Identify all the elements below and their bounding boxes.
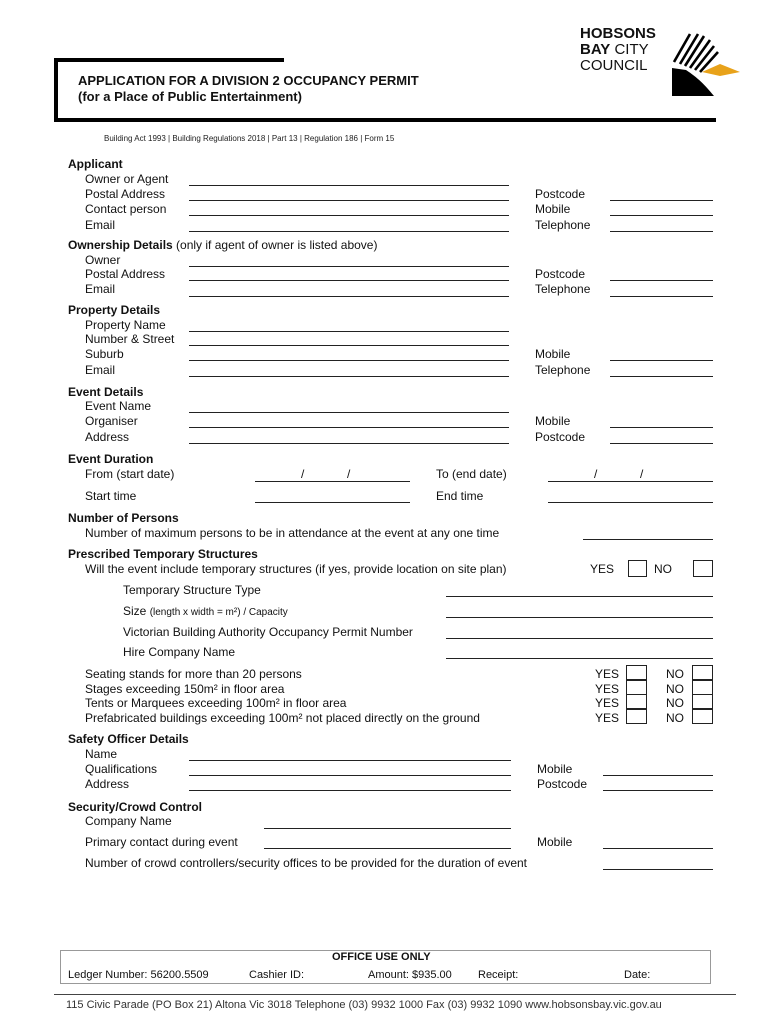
applicant-postal-field[interactable]	[189, 200, 509, 201]
cashier-id: Cashier ID:	[249, 969, 305, 981]
persons-heading: Number of Persons	[68, 511, 179, 525]
structure-type-label: Temporary Structure Type	[123, 583, 261, 597]
form-title: APPLICATION FOR A DIVISION 2 OCCUPANCY PERMIT (for a Place of Public Entertainment)	[78, 73, 419, 104]
footer-rule	[54, 994, 736, 995]
header-rule-left	[54, 58, 58, 122]
safety-qualifications-label: Qualifications	[85, 762, 158, 776]
property-email-label: Email	[85, 363, 116, 377]
property-mobile-field[interactable]	[610, 360, 713, 361]
security-heading: Security/Crowd Control	[68, 800, 203, 814]
ownership-telephone-label: Telephone	[535, 282, 591, 296]
safety-qualifications-field[interactable]	[189, 775, 511, 776]
safety-postcode-field[interactable]	[603, 790, 713, 791]
safety-mobile-label: Mobile	[537, 762, 573, 776]
security-primary-label: Primary contact during event	[85, 835, 238, 849]
event-organiser-label: Organiser	[85, 414, 138, 428]
seating-no-label: NO	[666, 667, 684, 681]
ownership-email-label: Email	[85, 282, 116, 296]
bird-logo-icon	[668, 28, 744, 100]
prefab-no-checkbox[interactable]	[692, 709, 713, 724]
prefab-yes-label: YES	[595, 711, 620, 725]
applicant-contact-label: Contact person	[85, 202, 167, 216]
duration-start-field[interactable]	[255, 502, 410, 503]
applicant-telephone-field[interactable]	[610, 231, 713, 232]
tents-no-checkbox[interactable]	[692, 694, 713, 709]
duration-heading: Event Duration	[68, 452, 154, 466]
security-controllers-label: Number of crowd controllers/security offices to be provided for the duration of event	[85, 856, 528, 870]
seating-yes-checkbox[interactable]	[626, 665, 647, 680]
safety-mobile-field[interactable]	[603, 775, 713, 776]
event-address-field[interactable]	[189, 443, 509, 444]
event-heading: Event Details	[68, 385, 144, 399]
duration-to-slash-2: /	[640, 467, 644, 481]
duration-to-field[interactable]	[548, 481, 713, 482]
property-name-field[interactable]	[189, 331, 509, 332]
applicant-postcode-label: Postcode	[535, 187, 586, 201]
council-logo	[580, 26, 745, 102]
security-mobile-label: Mobile	[537, 835, 573, 849]
property-street-label: Number & Street	[85, 332, 175, 346]
applicant-heading: Applicant	[68, 157, 123, 171]
security-company-label: Company Name	[85, 814, 172, 828]
property-suburb-field[interactable]	[189, 360, 509, 361]
structure-item-prefab: Prefabricated buildings exceeding 100m² not placed directly on the ground	[85, 711, 480, 725]
safety-postcode-label: Postcode	[537, 777, 588, 791]
applicant-postal-label: Postal Address	[85, 187, 166, 201]
duration-from-field[interactable]	[255, 481, 410, 482]
amount: Amount: $935.00	[368, 969, 452, 981]
structure-vba-label: Victorian Building Authority Occupancy Permit Number	[123, 625, 413, 639]
property-heading: Property Details	[68, 303, 161, 317]
applicant-email-field[interactable]	[189, 231, 509, 232]
prefab-yes-checkbox[interactable]	[626, 709, 647, 724]
legislation-reference: Building Act 1993 | Building Regulations 2018 | Part 13 | Regulation 186 | Form 15	[104, 134, 395, 143]
safety-address-label: Address	[85, 777, 130, 791]
office-use-heading: OFFICE USE ONLY	[332, 951, 431, 963]
safety-name-label: Name	[85, 747, 118, 761]
duration-to-label: To (end date)	[436, 467, 507, 481]
applicant-mobile-label: Mobile	[535, 202, 571, 216]
duration-to-slash-1: /	[594, 467, 598, 481]
receipt: Receipt:	[478, 969, 519, 981]
duration-end-label: End time	[436, 489, 484, 503]
property-email-field[interactable]	[189, 376, 509, 377]
duration-from-slash-2: /	[347, 467, 351, 481]
footer-address: 115 Civic Parade (PO Box 21) Altona Vic 3018 Telephone (03) 9932 1000 Fax (03) 9932 1090 www.hobsonsbay.vic.gov.au	[66, 999, 662, 1011]
safety-name-field[interactable]	[189, 760, 511, 761]
stages-no-checkbox[interactable]	[692, 680, 713, 695]
persons-field[interactable]	[583, 539, 713, 540]
event-name-label: Event Name	[85, 399, 152, 413]
stages-yes-checkbox[interactable]	[626, 680, 647, 695]
duration-start-label: Start time	[85, 489, 137, 503]
structures-yes-checkbox[interactable]	[628, 560, 647, 577]
ownership-postcode-label: Postcode	[535, 267, 586, 281]
security-primary-field[interactable]	[264, 848, 511, 849]
event-mobile-label: Mobile	[535, 414, 571, 428]
stages-no-label: NO	[666, 682, 684, 696]
safety-heading: Safety Officer Details	[68, 732, 189, 746]
duration-end-field[interactable]	[548, 502, 713, 503]
structure-item-stages: Stages exceeding 150m² in floor area	[85, 682, 285, 696]
stages-yes-label: YES	[595, 682, 620, 696]
tents-yes-checkbox[interactable]	[626, 694, 647, 709]
applicant-owner-agent-field[interactable]	[189, 185, 509, 186]
tents-yes-label: YES	[595, 696, 620, 710]
ledger-number: Ledger Number: 56200.5509	[68, 969, 209, 981]
ownership-heading: Ownership Details (only if agent of owner is listed above)	[68, 238, 378, 252]
event-name-field[interactable]	[189, 412, 509, 413]
header-rule-top	[54, 58, 284, 62]
ownership-email-field[interactable]	[189, 296, 509, 297]
event-postcode-field[interactable]	[610, 443, 713, 444]
structure-hire-label: Hire Company Name	[123, 645, 236, 659]
structure-item-tents: Tents or Marquees exceeding 100m² in floor area	[85, 696, 347, 710]
structure-vba-field[interactable]	[446, 638, 713, 639]
security-company-field[interactable]	[264, 828, 511, 829]
structure-size-label: Size (length x width = m²) / Capacity	[123, 604, 288, 618]
date: Date:	[624, 969, 651, 981]
seating-no-checkbox[interactable]	[692, 665, 713, 680]
event-address-label: Address	[85, 430, 130, 444]
property-name-label: Property Name	[85, 318, 166, 332]
council-logo-text: HOBSONS BAY CITY COUNCIL	[580, 25, 656, 74]
safety-address-field[interactable]	[189, 790, 511, 791]
applicant-telephone-label: Telephone	[535, 218, 591, 232]
applicant-contact-field[interactable]	[189, 215, 509, 216]
property-telephone-label: Telephone	[535, 363, 591, 377]
persons-question: Number of maximum persons to be in attendance at the event at any one time	[85, 526, 500, 540]
applicant-postcode-field[interactable]	[610, 200, 713, 201]
structures-question: Will the event include temporary structures (if yes, provide location on site plan)	[85, 562, 507, 576]
structures-no-checkbox[interactable]	[693, 560, 713, 577]
duration-from-slash-1: /	[301, 467, 305, 481]
security-mobile-field[interactable]	[603, 848, 713, 849]
structure-size-field[interactable]	[446, 617, 713, 618]
tents-no-label: NO	[666, 696, 684, 710]
structures-heading: Prescribed Temporary Structures	[68, 547, 258, 561]
security-controllers-field[interactable]	[603, 869, 713, 870]
structures-no-label: NO	[654, 562, 672, 576]
prefab-no-label: NO	[666, 711, 684, 725]
event-organiser-field[interactable]	[189, 427, 509, 428]
applicant-email-label: Email	[85, 218, 116, 232]
applicant-owner-agent-label: Owner or Agent	[85, 172, 169, 186]
structure-type-field[interactable]	[446, 596, 713, 597]
structure-hire-field[interactable]	[446, 658, 713, 659]
applicant-mobile-field[interactable]	[610, 215, 713, 216]
structure-item-seating: Seating stands for more than 20 persons	[85, 667, 302, 681]
ownership-postal-label: Postal Address	[85, 267, 166, 281]
header-rule-bottom	[54, 118, 716, 122]
property-street-field[interactable]	[189, 345, 509, 346]
property-suburb-label: Suburb	[85, 347, 124, 361]
ownership-telephone-field[interactable]	[610, 296, 713, 297]
ownership-owner-field[interactable]	[189, 266, 509, 267]
property-mobile-label: Mobile	[535, 347, 571, 361]
ownership-owner-label: Owner	[85, 253, 121, 267]
ownership-postal-field[interactable]	[189, 280, 509, 281]
ownership-postcode-field[interactable]	[610, 280, 713, 281]
event-postcode-label: Postcode	[535, 430, 586, 444]
duration-from-label: From (start date)	[85, 467, 175, 481]
event-mobile-field[interactable]	[610, 427, 713, 428]
seating-yes-label: YES	[595, 667, 620, 681]
structures-yes-label: YES	[590, 562, 615, 576]
property-telephone-field[interactable]	[610, 376, 713, 377]
